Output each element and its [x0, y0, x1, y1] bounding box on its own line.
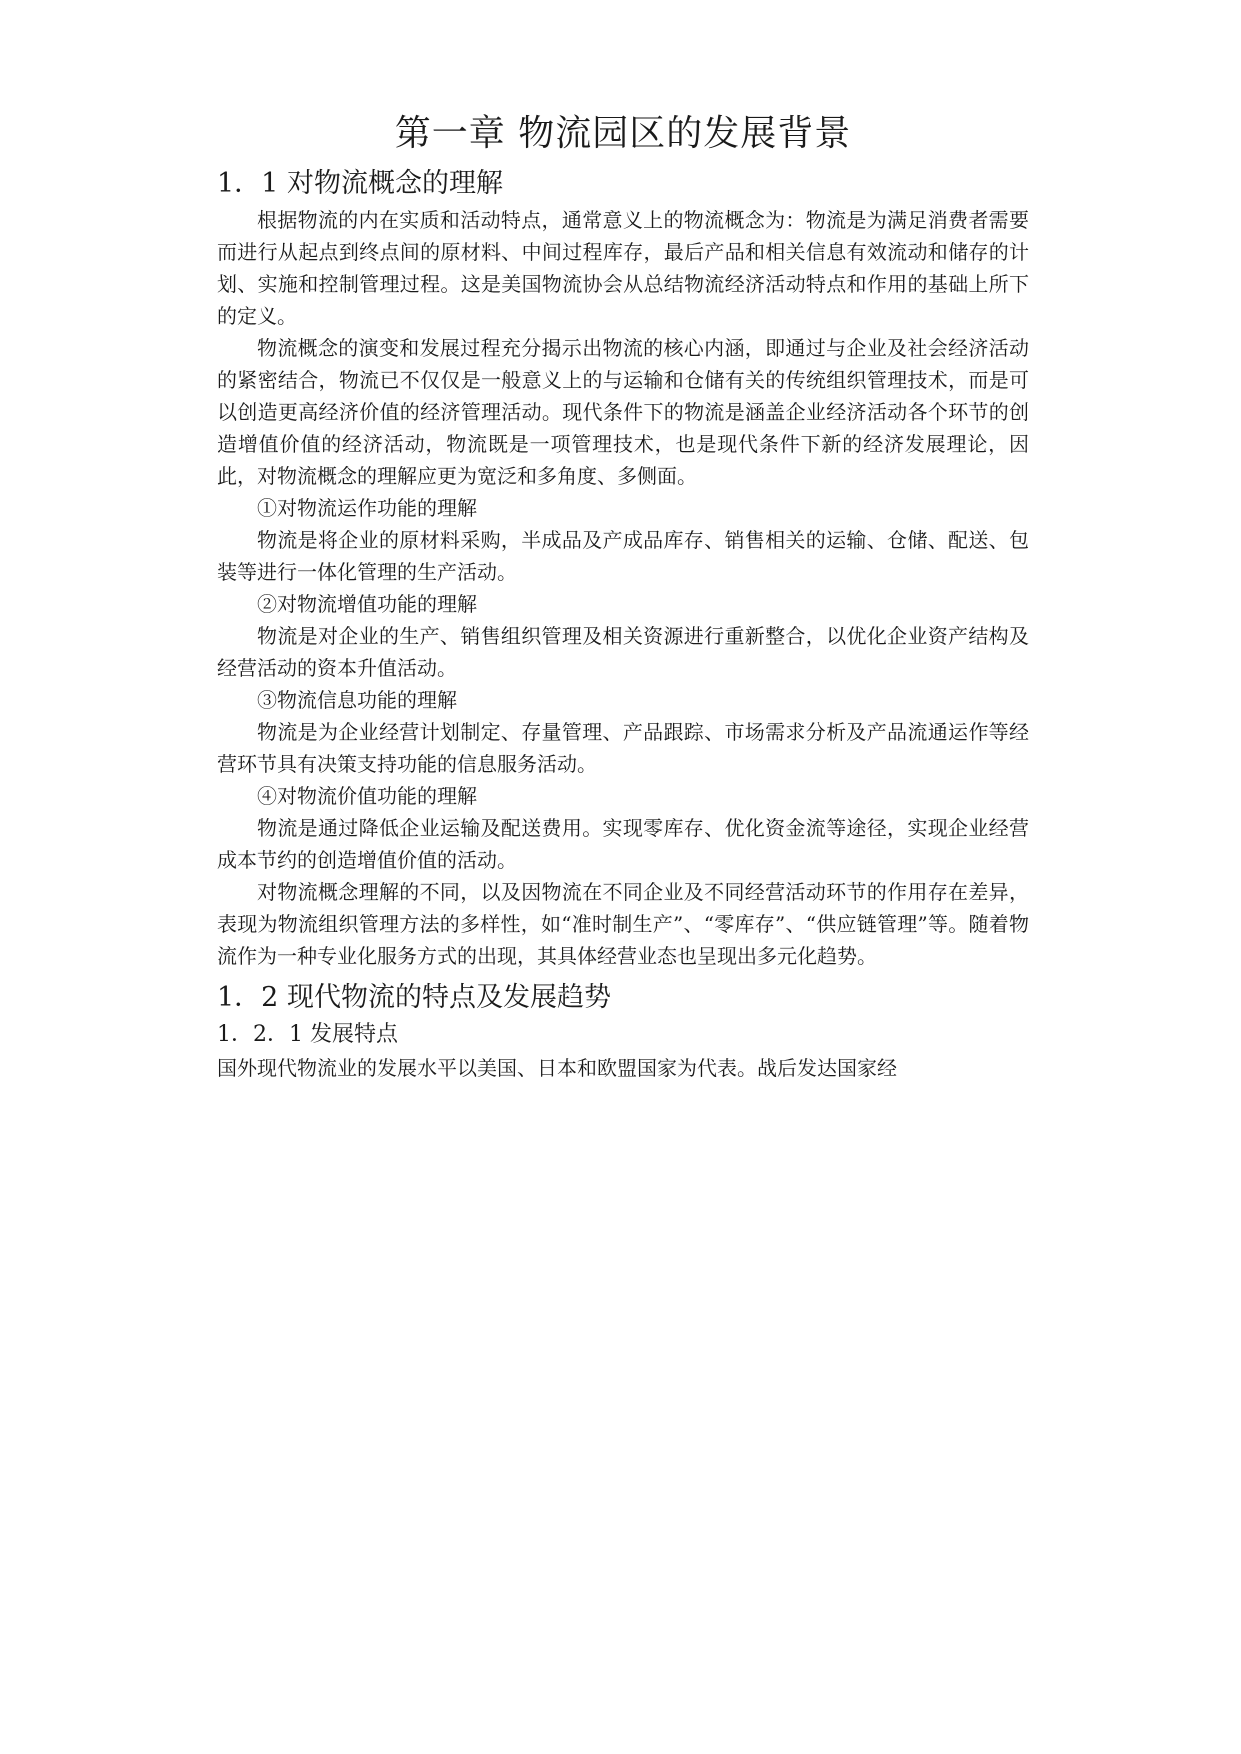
paragraph: 物流是将企业的原材料采购，半成品及产成品库存、销售相关的运输、仓储、配送、包装等进行一体化管理的生产活动。 [217, 528, 1029, 584]
chapter-title: 第一章 物流园区的发展背景 [394, 113, 852, 154]
section-heading-1-1: 1．1 对物流概念的理解 [217, 168, 503, 199]
paragraph: 物流是对企业的生产、销售组织管理及相关资源进行重新整合，以优化企业资产结构及经营活动的资本升值活动。 [217, 624, 1029, 680]
section-heading-1-2: 1．2 现代物流的特点及发展趋势 [217, 982, 611, 1013]
paragraph: 根据物流的内在实质和活动特点，通常意义上的物流概念为：物流是为满足消费者需要而进行从起点到终点间的原材料、中间过程库存，最后产品和相关信息有效流动和储存的计划、实施和控制管理过程。这是美国物流协会从总结物流经济活动特点和作用的基础上所下的定义。 [217, 208, 1029, 328]
paragraph: 国外现代物流业的发展水平以美国、日本和欧盟国家为代表。战后发达国家经 [217, 1056, 897, 1080]
paragraph: 对物流概念理解的不同，以及因物流在不同企业及不同经营活动环节的作用存在差异，表现为物流组织管理方法的多样性，如“准时制生产”、“零库存”、“供应链管理”等。随着物流作为一种专业化服务方式的出现，其具体经营业态也呈现出多元化趋势。 [217, 880, 1029, 968]
document-page [217, 108, 1029, 1084]
paragraph: 物流是为企业经营计划制定、存量管理、产品跟踪、市场需求分析及产品流通运作等经营环节具有决策支持功能的信息服务活动。 [217, 720, 1029, 776]
paragraph: 物流是通过降低企业运输及配送费用。实现零库存、优化资金流等途径，实现企业经营成本节约的创造增值价值的活动。 [217, 816, 1029, 872]
list-item-heading: ②对物流增值功能的理解 [257, 592, 477, 616]
paragraph: 物流概念的演变和发展过程充分揭示出物流的核心内涵，即通过与企业及社会经济活动的紧密结合，物流已不仅仅是一般意义上的与运输和仓储有关的传统组织管理技术，而是可以创造更高经济价值的经济管理活动。现代条件下的物流是涵盖企业经济活动各个环节的创造增值价值的经济活动，物流既是一项管理技术，也是现代条件下新的经济发展理论，因此，对物流概念的理解应更为宽泛和多角度、多侧面。 [217, 336, 1029, 488]
subsection-heading-1-2-1: 1．2．1 发展特点 [217, 1022, 398, 1047]
list-item-heading: ④对物流价值功能的理解 [257, 784, 477, 808]
list-item-heading: ③物流信息功能的理解 [257, 688, 457, 712]
list-item-heading: ①对物流运作功能的理解 [257, 496, 477, 520]
